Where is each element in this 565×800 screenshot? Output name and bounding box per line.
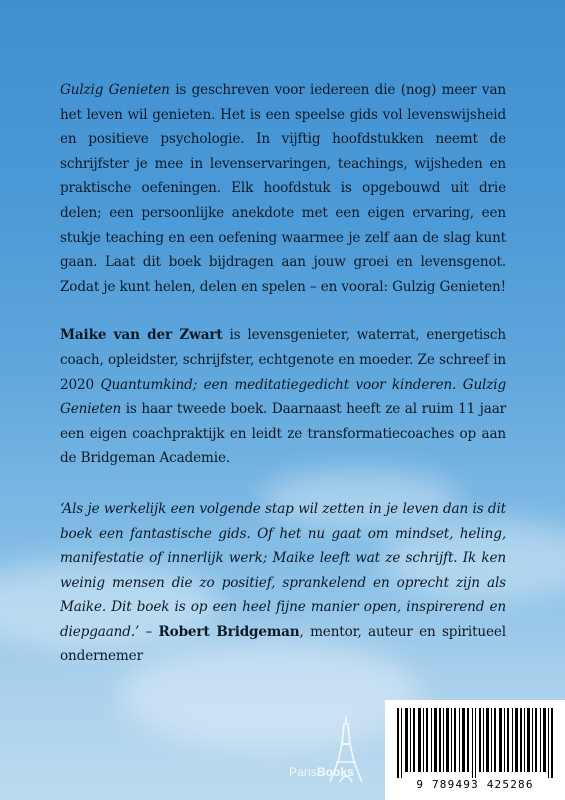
quote-attribution-role: , mentor, auteur en spiritueel ondernemer (60, 623, 506, 665)
author-paragraph (60, 323, 506, 471)
back-cover-text (60, 78, 506, 669)
author-name: Maike van der Zwart (60, 327, 223, 344)
quote-attribution-name: Robert Bridgeman (158, 623, 300, 640)
endorsement-quote: ‘Als je werkelijk een volgende stap wil zetten in je leven dan is dit boek een fantastische gids. Of het nu gaat om mindset, heling, manifestatie of innerlijk werk; Maike leeft wat ze schrijft. Ik ken weinig mensen die zo positief, sprankelend en oprecht zijn als Maike. Dit boek is op een heel fijne manier open, inspirerend en diepgaand.’ – Robert Bridgeman, mentor, auteur en spiritueel ondernemer (60, 500, 506, 665)
second-book-title: Gulzig Genieten (60, 376, 507, 418)
intro-text: is geschreven voor iedereen die (nog) meer van het leven wil genieten. Het is een speelse gids vol levenswijsheid en positieve psychologie. In vijftig hoofdstukken neemt de schrijfster je mee in levenservaringen, teachings, wijsheden en praktische oefeningen. Elk hoofdstuk is opgebouwd uit drie delen; een persoonlijke anekdote met een eigen ervaring, een stukje teaching en een oefening waarmee je zelf aan de slag kunt gaan. Laat dit boek bijdragen aan jouw groei en levensgenot. Zodat je kunt helen, delen en spelen – en vooral: Gulzig Genieten! (60, 82, 507, 295)
publisher-logo: ParisBooks (289, 765, 355, 779)
author-text-a: is levensgenieter, waterrat, energetisch coach, opleidster, schrijfster, echtgenote en moeder. Ze schreef in 2020 (60, 327, 506, 393)
first-book-title: Quantumkind; een meditatiegedicht voor kinderen. (100, 376, 457, 393)
barcode-bars (395, 708, 555, 778)
intro-paragraph (60, 78, 506, 299)
author-text-b: is haar tweede boek. Daarnaast heeft ze al ruim 11 jaar een eigen coachpraktijk en leidt ze transformatiecoaches op aan de Bridgeman Academie. (60, 401, 506, 467)
book-title: Gulzig Genieten (60, 82, 170, 98)
quote-text: ‘Als je werkelijk een volgende stap wil zetten in je leven dan is dit boek een fantastische gids. Of het nu gaat om mindset, heling, manifestatie of innerlijk werk; Maike leeft wat ze schrijft. Ik ken weinig mensen die zo positief, sprankelend en oprecht zijn als Maike. Dit boek is op een heel fijne manier open, inspirerend en diepgaand.’ (60, 500, 506, 640)
barcode (385, 700, 565, 800)
isbn-number: 9 789493 425286 (416, 778, 534, 791)
